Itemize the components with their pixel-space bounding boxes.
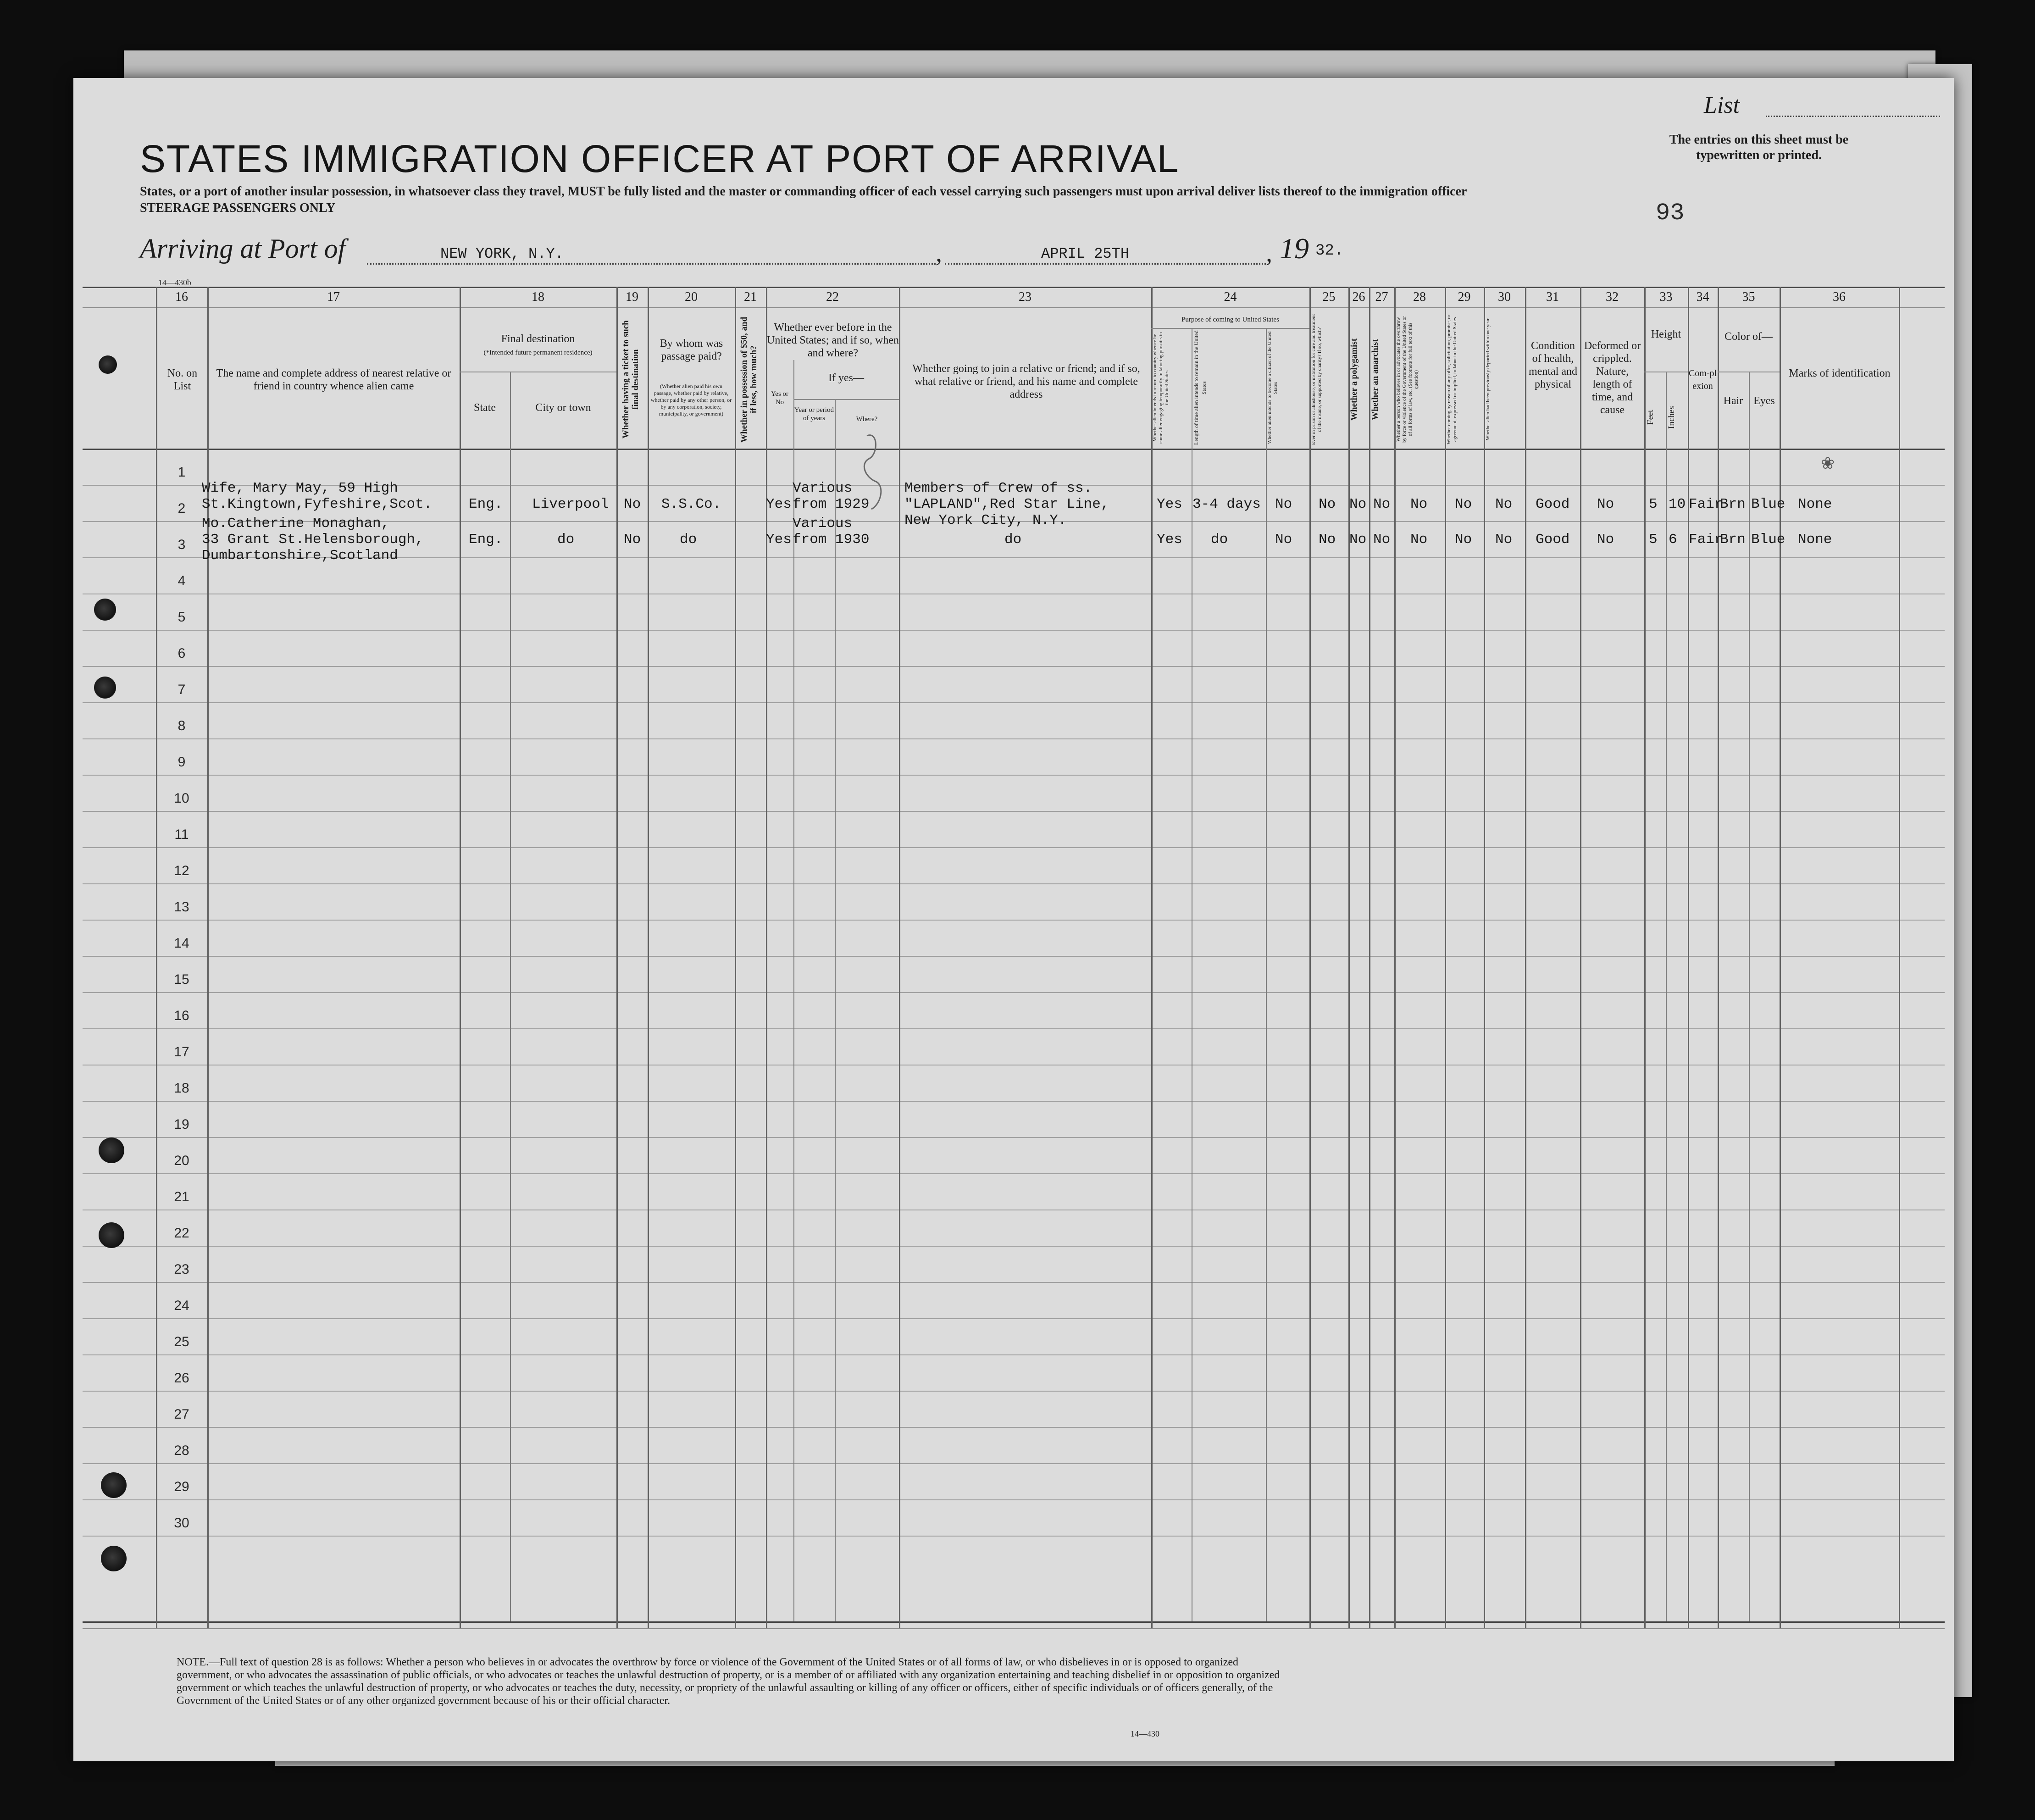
header-question-28: Whether a person who believes in or advocates the overthrow by force or violence of the Government of the United States or of all forms of law, etc. (See footnote for full text of this question) — [1396, 316, 1419, 443]
table-top-rule — [83, 287, 1945, 288]
deformed-answer: No — [1597, 532, 1614, 548]
sub-header-rule — [1151, 328, 1309, 329]
row-number: 24 — [174, 1298, 189, 1313]
column-rule — [1348, 287, 1350, 1628]
column-number: 23 — [1019, 290, 1031, 304]
column-rule — [1688, 287, 1689, 1628]
column-number: 32 — [1606, 290, 1619, 304]
header-marks: Marks of identification — [1789, 367, 1891, 379]
row-number: 29 — [174, 1479, 189, 1494]
column-number: 20 — [685, 290, 698, 304]
row-rule — [83, 702, 1945, 703]
destination-state: Eng. — [469, 532, 503, 548]
column-number: 26 — [1352, 290, 1365, 304]
row-rule — [83, 666, 1945, 667]
destination-state: Eng. — [469, 496, 503, 512]
list-number-line — [1766, 116, 1940, 117]
punch-hole — [94, 677, 116, 699]
identification-marks: None — [1798, 496, 1832, 512]
row-number: 15 — [174, 972, 189, 987]
column-rule — [1394, 287, 1396, 1628]
column-number: 30 — [1498, 290, 1511, 304]
row-rule — [83, 992, 1945, 993]
destination-city: Liverpool — [532, 496, 609, 512]
footnote: NOTE.—Full text of question 28 is as follows: Whether a person who believes in or advocates the overthrow by force or violence of the Government of the United States or of all forms of law, or who disbelieves in or is opposed to organized government, or who advocates the assassination of public officials, or who advocates or teaches the unlawful destruction of property, or is a member of or affiliated with any organization entertaining and teaching disbelief in or opposition to organized government or which teaches the unlawful destruction of property, or who advocates or teaches the duty, necessity, or propriety of the unlawful assaulting or killing of any officer or officers, either of specific individuals or of officers generally, of the Government of the United States or of any other organized government because of his or their official character. — [177, 1656, 1280, 1707]
header-deformed: Deformed or crippled. Nature, length of time, and cause — [1584, 340, 1641, 416]
column-rule — [1484, 287, 1485, 1628]
header-question-29: Whether coming by reason of any offer, solicitation, promise, or agreement, expressed or implied, to labor in the United States — [1446, 315, 1458, 444]
hair-color: Brn — [1720, 532, 1746, 548]
before-yes-no: Yes — [766, 532, 792, 548]
header-length-of-stay: Length of time alien intends to remain in the United States — [1193, 330, 1207, 445]
header-state: State — [474, 402, 496, 414]
anarchist-answer: No — [1373, 496, 1391, 512]
column-rule — [156, 287, 157, 1628]
sub-header-rule — [793, 399, 899, 400]
sub-column-rule — [1266, 329, 1267, 1621]
header-color-of: Color of— — [1724, 331, 1773, 343]
row-number: 26 — [174, 1371, 189, 1386]
eye-color: Blue — [1751, 496, 1785, 512]
header-relative: The name and complete address of nearest relative or friend in country whence alien came — [216, 367, 451, 392]
row-rule — [83, 1499, 1945, 1500]
row-number: 2 — [177, 501, 186, 516]
row-rule — [83, 1028, 1945, 1029]
row-number: 11 — [174, 827, 189, 842]
destination-city: do — [557, 532, 575, 548]
join-relative: Members of Crew of ss. — [904, 480, 1092, 496]
column-rule — [1309, 287, 1311, 1628]
question-29-answer: No — [1455, 532, 1472, 548]
relative-address: Mo.Catherine Monaghan, — [202, 516, 390, 532]
row-rule — [83, 847, 1945, 848]
health-condition: Good — [1536, 532, 1570, 548]
row-rule — [83, 1282, 1945, 1283]
footnote-form-code: 14—430 — [1131, 1729, 1159, 1738]
steerage-label: STEERAGE PASSENGERS ONLY — [140, 201, 336, 215]
row-number: 19 — [174, 1117, 189, 1132]
polygamist-answer: No — [1349, 532, 1367, 548]
header-height: Height — [1651, 328, 1681, 340]
period-of-years: Various — [793, 516, 853, 532]
polygamist-answer: No — [1349, 496, 1367, 512]
column-number-rule — [83, 307, 1945, 308]
column-number: 22 — [826, 290, 839, 304]
form-code: 14—430b — [158, 278, 191, 287]
row-number: 30 — [174, 1515, 189, 1531]
header-return-intent: Whether alien intends to return to country whence he came after engaging temporarily in laboring pursuits in the United States — [1152, 332, 1170, 444]
header-complexion: Com-plexion — [1688, 368, 1717, 391]
height-feet: 5 — [1649, 496, 1658, 512]
header-purpose: Purpose of coming to United States — [1181, 316, 1279, 323]
row-rule — [83, 630, 1945, 631]
header-eyes: Eyes — [1753, 395, 1775, 407]
column-rule — [766, 287, 767, 1628]
relative-address: St.Kingtown,Fyfeshire,Scot. — [202, 496, 433, 512]
row-number: 6 — [177, 646, 186, 661]
sub-column-rule — [835, 399, 836, 1621]
row-rule — [83, 1101, 1945, 1102]
row-rule — [83, 1137, 1945, 1138]
complexion: Fair — [1689, 532, 1723, 548]
row-rule — [83, 811, 1945, 812]
row-number: 4 — [177, 573, 186, 588]
header-final-destination: Final destination — [501, 333, 575, 345]
height-inches: 6 — [1669, 532, 1677, 548]
year-prefix: 19 — [1280, 232, 1309, 265]
row-number: 18 — [174, 1081, 189, 1096]
row-rule — [83, 1427, 1945, 1428]
column-rule — [1369, 287, 1370, 1628]
prison-answer: No — [1319, 496, 1336, 512]
header-anarchist: Whether an anarchist — [1370, 339, 1380, 420]
header-before-in-us: Whether ever before in the United States; and if so, when and where? — [767, 322, 899, 359]
header-bottom-rule — [83, 449, 1945, 450]
header-feet: Feet — [1646, 410, 1655, 425]
return-intent: Yes — [1157, 532, 1182, 548]
column-rule — [1445, 287, 1446, 1628]
before-yes-no: Yes — [766, 496, 792, 512]
row-rule — [83, 1354, 1945, 1355]
row-rule — [83, 1536, 1945, 1537]
column-rule — [899, 287, 900, 1628]
column-number: 28 — [1413, 290, 1426, 304]
row-number: 9 — [177, 755, 186, 770]
health-condition: Good — [1536, 496, 1570, 512]
port-line — [367, 263, 936, 265]
column-number: 27 — [1375, 290, 1388, 304]
punch-hole — [101, 1472, 127, 1498]
relative-address: 33 Grant St.Helensborough, — [202, 532, 424, 548]
sheet-number: 93 — [1656, 200, 1685, 227]
punch-hole — [99, 355, 117, 374]
anarchist-answer: No — [1373, 532, 1391, 548]
ticket-answer: No — [624, 496, 641, 512]
row-rule — [83, 920, 1945, 921]
row-number: 1 — [177, 465, 186, 480]
header-no-on-list: No. on List — [167, 367, 198, 392]
header-inches: Inches — [1667, 406, 1676, 429]
punch-hole — [94, 599, 116, 621]
hair-color: Brn — [1720, 496, 1746, 512]
row-number: 17 — [174, 1044, 189, 1060]
join-relative: "LAPLAND",Red Star Line, — [904, 496, 1109, 512]
citizen-intent: No — [1275, 496, 1292, 512]
row-number: 5 — [177, 610, 186, 625]
column-number: 36 — [1833, 290, 1846, 304]
question-29-answer: No — [1455, 496, 1472, 512]
header-hair: Hair — [1723, 395, 1743, 407]
header-health: Condition of health, mental and physical — [1529, 340, 1577, 390]
column-rule — [1899, 287, 1900, 1628]
return-intent: Yes — [1157, 496, 1182, 512]
sub-column-rule — [1749, 372, 1750, 1621]
header-fifty-dollars: Whether in possession of $50, and if less, how much? — [739, 316, 759, 443]
row-rule — [83, 883, 1945, 884]
row-rule — [83, 775, 1945, 776]
column-number: 21 — [744, 290, 757, 304]
column-rule — [460, 287, 461, 1628]
period-of-years: Various — [793, 480, 853, 496]
question-30-answer: No — [1495, 496, 1513, 512]
complexion: Fair — [1689, 496, 1723, 512]
column-rule — [1644, 287, 1646, 1628]
height-inches: 10 — [1669, 496, 1686, 512]
column-number: 18 — [532, 290, 544, 304]
row-number: 23 — [174, 1262, 189, 1277]
column-number: 16 — [175, 290, 188, 304]
manifest-sheet — [73, 78, 1954, 1761]
column-number: 31 — [1546, 290, 1559, 304]
row-number: 22 — [174, 1226, 189, 1241]
comma-mark: , — [1266, 239, 1272, 267]
row-number: 3 — [177, 537, 186, 552]
header-passage-paid: By whom was passage paid? — [660, 338, 723, 362]
header-join-relative: Whether going to join a relative or friend; and if so, what relative or friend, and his name and complete address — [912, 363, 1140, 400]
header-where: Where? — [856, 416, 878, 423]
page-title: STATES IMMIGRATION OFFICER AT PORT OF ARRIVAL — [140, 137, 1180, 180]
citizen-intent: No — [1275, 532, 1292, 548]
row-number: 13 — [174, 899, 189, 915]
row-number: 28 — [174, 1443, 189, 1458]
column-rule — [735, 287, 736, 1628]
header-before-yes-no: Yes or No — [771, 390, 789, 406]
row-number: 27 — [174, 1407, 189, 1422]
date-line — [945, 263, 1266, 265]
row-rule — [83, 1246, 1945, 1247]
column-rule — [616, 287, 618, 1628]
column-rule — [1151, 287, 1153, 1628]
relative-address: Wife, Mary May, 59 High — [202, 480, 398, 496]
column-number: 33 — [1659, 290, 1673, 304]
column-rule — [1580, 287, 1581, 1628]
column-number: 24 — [1224, 290, 1237, 304]
row-number: 8 — [177, 718, 186, 733]
row-number: 14 — [174, 936, 189, 951]
pencil-annotation — [853, 427, 890, 518]
period-of-years: from 1930 — [793, 532, 870, 548]
passage-paid-by: do — [680, 532, 697, 548]
column-rule — [1525, 287, 1526, 1628]
header-passage-note: (Whether alien paid his own passage, whether paid by relative, whether paid by any other person, or by any corporation, society, municipality, or government) — [650, 383, 732, 417]
row-rule — [83, 738, 1945, 739]
header-final-destination-note: (*Intended future permanent residence) — [483, 349, 593, 356]
pencil-mark: ❀ — [1821, 454, 1835, 473]
sub-column-rule — [793, 360, 794, 1621]
column-number: 35 — [1742, 290, 1755, 304]
header-ticket: Whether having a ticket to such final destination — [621, 320, 640, 439]
length-of-stay: 3-4 days — [1192, 496, 1261, 512]
row-number: 12 — [174, 863, 189, 878]
column-number: 25 — [1322, 290, 1336, 304]
ticket-answer: No — [624, 532, 641, 548]
date-value: APRIL 25TH — [1041, 245, 1130, 262]
punch-hole — [101, 1546, 127, 1571]
row-rule — [83, 1391, 1945, 1392]
question-28-answer: No — [1410, 532, 1428, 548]
height-feet: 5 — [1649, 532, 1658, 548]
row-number: 20 — [174, 1153, 189, 1168]
row-number: 21 — [174, 1189, 189, 1204]
header-city: City or town — [535, 402, 591, 414]
column-rule — [1718, 287, 1719, 1628]
eye-color: Blue — [1751, 532, 1785, 548]
passage-paid-by: S.S.Co. — [661, 496, 721, 512]
comma-mark: , — [936, 239, 942, 267]
period-of-years: from 1929 — [793, 496, 870, 512]
header-polygamist: Whether a polygamist — [1349, 338, 1359, 421]
row-number: 7 — [177, 682, 186, 697]
sub-column-rule — [1666, 372, 1667, 1621]
header-year-period: Year or period of years — [794, 406, 834, 422]
identification-marks: None — [1798, 532, 1832, 548]
length-of-stay: do — [1211, 532, 1228, 548]
prison-answer: No — [1319, 532, 1336, 548]
question-28-answer: No — [1410, 496, 1428, 512]
row-rule — [83, 1463, 1945, 1464]
typewritten-note: The entries on this sheet must be typewritten or printed. — [1669, 133, 1849, 162]
header-question-30: Whether alien had been previously deported within one year — [1485, 318, 1491, 441]
instructions — [140, 183, 1653, 216]
column-number: 34 — [1696, 290, 1709, 304]
table-bottom-rule — [83, 1621, 1945, 1623]
column-rule — [648, 287, 649, 1628]
column-number: 17 — [327, 290, 340, 304]
relative-address: Dumbartonshire,Scotland — [202, 548, 398, 564]
header-if-yes: If yes— — [828, 372, 864, 384]
row-rule — [83, 1318, 1945, 1319]
join-relative: New York City, N.Y. — [904, 512, 1067, 528]
row-number: 16 — [174, 1008, 189, 1023]
instructions-text: States, or a port of another insular possession, in whatsoever class they travel, MUST be fully listed and the master or commanding officer of each vessel carrying such passengers must upon arrival deliver lists thereof to the immigration officer — [140, 184, 1467, 199]
row-rule — [83, 1173, 1945, 1174]
punch-hole — [99, 1138, 124, 1163]
row-number: 10 — [174, 791, 189, 806]
list-label: List — [1704, 92, 1740, 118]
column-number: 29 — [1458, 290, 1471, 304]
row-number: 25 — [174, 1334, 189, 1349]
year-suffix: 32. — [1315, 242, 1344, 260]
punch-hole — [99, 1222, 124, 1248]
arriving-label: Arriving at Port of — [140, 233, 346, 264]
column-rule — [1780, 287, 1781, 1628]
port-value: NEW YORK, N.Y. — [440, 245, 564, 262]
join-relative: do — [1004, 532, 1022, 548]
header-citizen-intent: Whether alien intends to become a citizen of the United States — [1267, 331, 1278, 444]
header-prison: Ever in prison or almshouse, or institution for care and treatment of the insane, or supported by charity? If so, which? — [1311, 314, 1322, 445]
question-30-answer: No — [1495, 532, 1513, 548]
table-bottom-rule-2 — [83, 1628, 1945, 1629]
column-number: 19 — [626, 290, 638, 304]
sub-column-rule — [510, 372, 511, 1621]
deformed-answer: No — [1597, 496, 1614, 512]
row-rule — [83, 956, 1945, 957]
